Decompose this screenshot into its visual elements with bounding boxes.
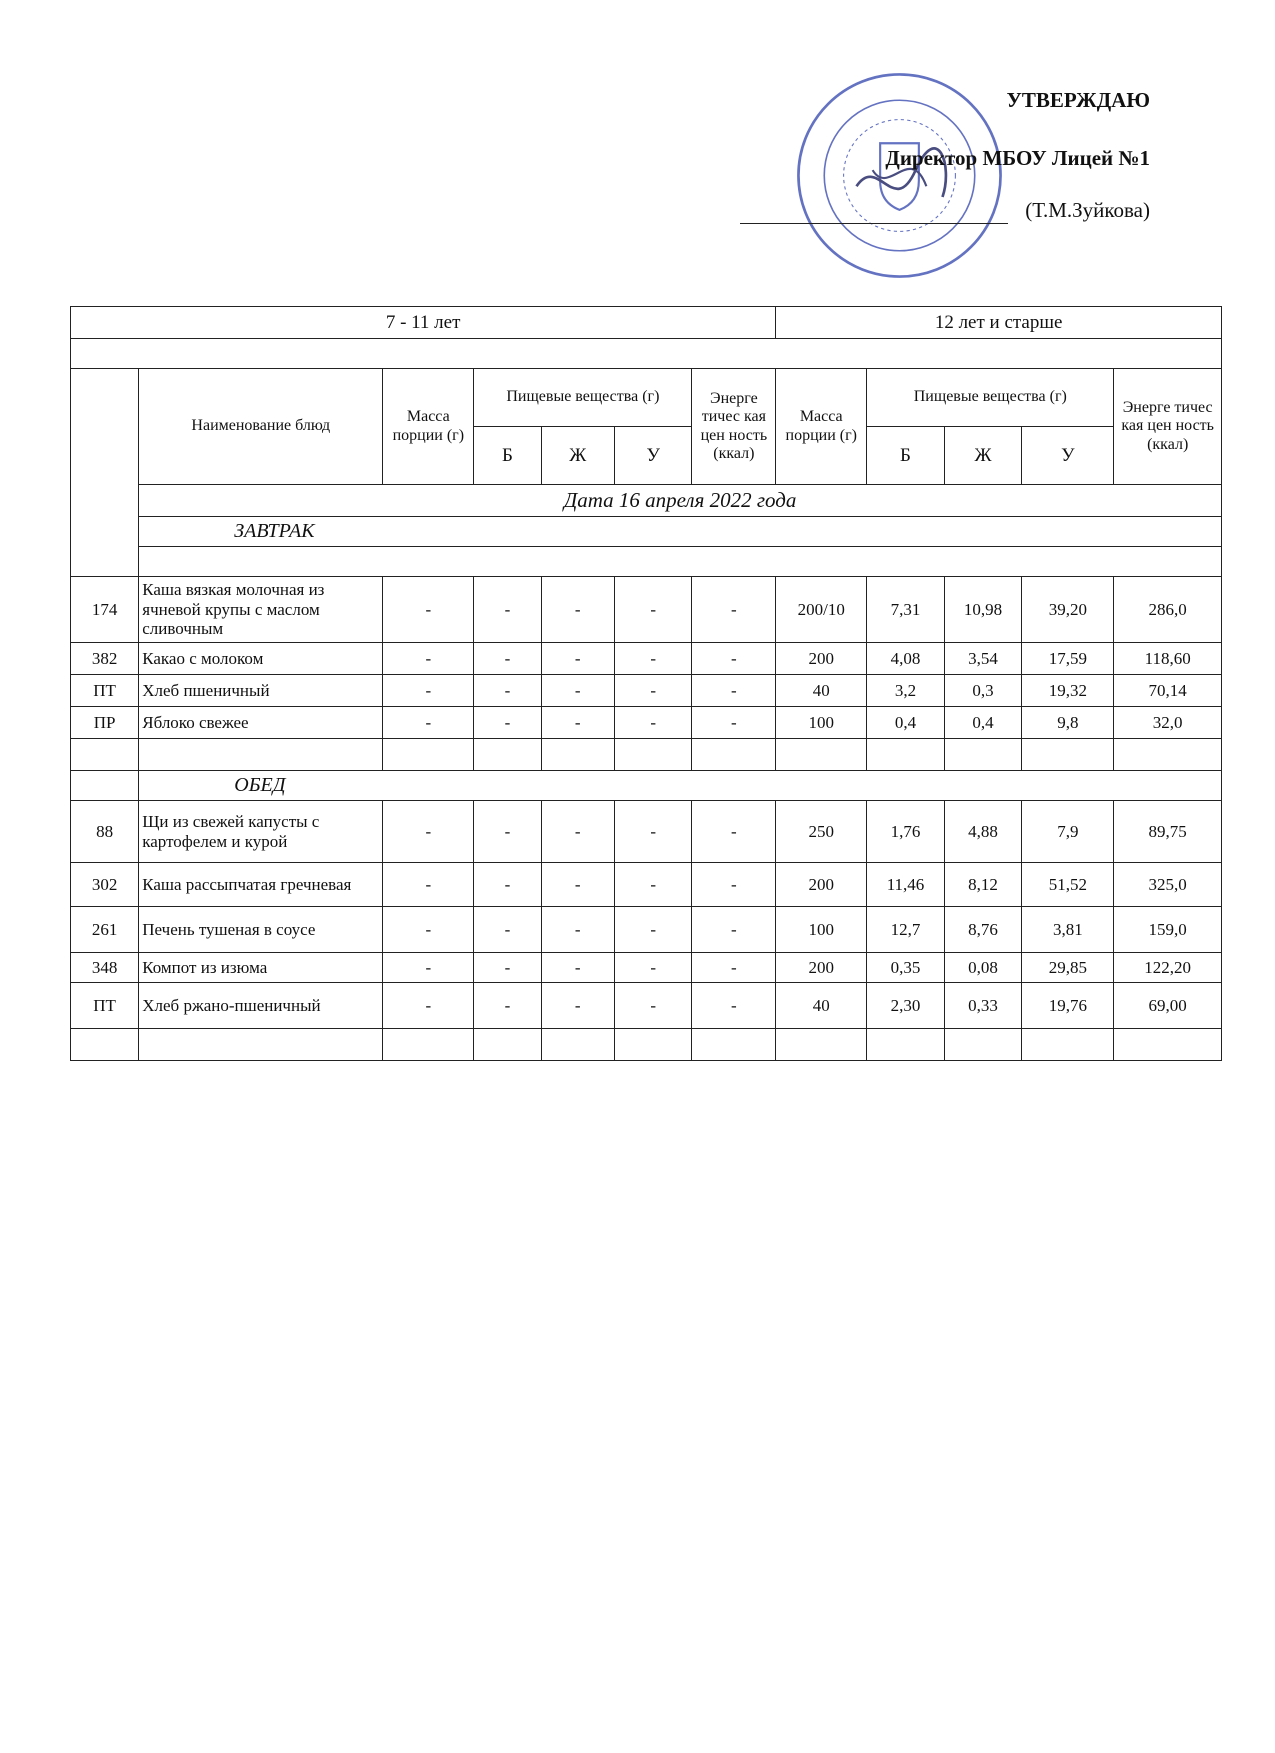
cell-u1: -: [614, 863, 692, 907]
table-row: [71, 863, 1222, 907]
cell-b1: -: [474, 801, 541, 863]
cell-e2: 118,60: [1114, 643, 1222, 675]
cell-u1: -: [614, 707, 692, 739]
cell-b1: -: [474, 983, 541, 1029]
cell-u2: 19,76: [1022, 983, 1114, 1029]
cell-m2: 40: [776, 983, 867, 1029]
cell-e2: 325,0: [1114, 863, 1222, 907]
cell-b2: 2,30: [867, 983, 945, 1029]
cell-e2: 69,00: [1114, 983, 1222, 1029]
cell-e2: 70,14: [1114, 675, 1222, 707]
cell-zh2: 4,88: [944, 801, 1022, 863]
cell-zh2: 8,76: [944, 907, 1022, 953]
cell-zh2: 8,12: [944, 863, 1022, 907]
cell-m1: -: [383, 577, 474, 643]
cell-m2: 100: [776, 707, 867, 739]
cell-zh2: 0,3: [944, 675, 1022, 707]
cell-u2: 17,59: [1022, 643, 1114, 675]
column-header-b-2: Б: [867, 427, 945, 485]
cell-m1: -: [383, 863, 474, 907]
cell-m1: -: [383, 675, 474, 707]
column-header-mass-1: Масса порции (г): [383, 369, 474, 485]
cell-name: Печень тушеная в соусе: [139, 907, 383, 953]
cell-b1: -: [474, 863, 541, 907]
cell-code: ПТ: [71, 983, 139, 1029]
empty-cell: [71, 1029, 139, 1061]
cell-m2: 250: [776, 801, 867, 863]
cell-u2: 19,32: [1022, 675, 1114, 707]
column-header-nutrients-1: Пищевые вещества (г): [474, 369, 692, 427]
age-group-header-2: 12 лет и старше: [776, 307, 1222, 339]
cell-code: 88: [71, 801, 139, 863]
cell-e1: -: [692, 675, 776, 707]
column-header-b-1: Б: [474, 427, 541, 485]
age-group-header-1: 7 - 11 лет: [71, 307, 776, 339]
cell-u1: -: [614, 643, 692, 675]
table-row: [71, 983, 1222, 1029]
cell-zh1: -: [541, 983, 614, 1029]
cell-zh2: 0,4: [944, 707, 1022, 739]
cell-zh2: 3,54: [944, 643, 1022, 675]
cell-zh1: -: [541, 675, 614, 707]
cell-m2: 200: [776, 863, 867, 907]
cell-name: Каша рассыпчатая гречневая: [139, 863, 383, 907]
cell-code: 174: [71, 577, 139, 643]
cell-u2: 9,8: [1022, 707, 1114, 739]
column-header-name: Наименование блюд: [139, 369, 383, 485]
cell-zh2: 0,33: [944, 983, 1022, 1029]
cell-b2: 0,4: [867, 707, 945, 739]
cell-zh1: -: [541, 643, 614, 675]
column-header-u-2: У: [1022, 427, 1114, 485]
cell-u1: -: [614, 907, 692, 953]
empty-cell: [71, 771, 139, 801]
cell-m1: -: [383, 643, 474, 675]
cell-zh2: 10,98: [944, 577, 1022, 643]
cell-code: 348: [71, 953, 139, 983]
lunch-rows: [71, 801, 1222, 1029]
cell-e2: 286,0: [1114, 577, 1222, 643]
cell-m2: 40: [776, 675, 867, 707]
cell-u2: 39,20: [1022, 577, 1114, 643]
cell-b2: 12,7: [867, 907, 945, 953]
cell-m1: -: [383, 953, 474, 983]
cell-b1: -: [474, 953, 541, 983]
cell-name: Хлеб ржано-пшеничный: [139, 983, 383, 1029]
cell-name: Яблоко свежее: [139, 707, 383, 739]
cell-code: 382: [71, 643, 139, 675]
spacer-row: [71, 339, 1222, 369]
cell-b2: 0,35: [867, 953, 945, 983]
spacer-row: [139, 547, 1222, 577]
table-row: [71, 801, 1222, 863]
cell-u1: -: [614, 953, 692, 983]
column-header-u-1: У: [614, 427, 692, 485]
cell-u1: -: [614, 675, 692, 707]
table-row: [71, 577, 1222, 643]
cell-b1: -: [474, 907, 541, 953]
cell-zh1: -: [541, 907, 614, 953]
cell-u2: 51,52: [1022, 863, 1114, 907]
table-row: [71, 953, 1222, 983]
cell-b1: -: [474, 577, 541, 643]
cell-zh1: -: [541, 801, 614, 863]
cell-code: 302: [71, 863, 139, 907]
cell-b2: 1,76: [867, 801, 945, 863]
cell-u2: 7,9: [1022, 801, 1114, 863]
cell-e1: -: [692, 643, 776, 675]
table-row: [71, 707, 1222, 739]
cell-e1: -: [692, 983, 776, 1029]
cell-code: ПР: [71, 707, 139, 739]
column-header-energy-2: Энерге тичес кая цен ность (ккал): [1114, 369, 1222, 485]
column-header-zh-2: Ж: [944, 427, 1022, 485]
cell-m2: 100: [776, 907, 867, 953]
cell-zh2: 0,08: [944, 953, 1022, 983]
cell-u2: 29,85: [1022, 953, 1114, 983]
cell-e2: 89,75: [1114, 801, 1222, 863]
cell-zh1: -: [541, 577, 614, 643]
cell-e1: -: [692, 907, 776, 953]
cell-code: ПТ: [71, 675, 139, 707]
menu-table: [70, 306, 1222, 1061]
cell-u1: -: [614, 577, 692, 643]
cell-name: Щи из свежей капусты с картофелем и курой: [139, 801, 383, 863]
cell-name: Каша вязкая молочная из ячневой крупы с маслом сливочным: [139, 577, 383, 643]
table-row: [71, 907, 1222, 953]
cell-m2: 200: [776, 953, 867, 983]
cell-m1: -: [383, 801, 474, 863]
cell-u2: 3,81: [1022, 907, 1114, 953]
signature-line: [740, 223, 1008, 224]
column-header-nutrients-2: Пищевые вещества (г): [867, 369, 1114, 427]
column-header-zh-1: Ж: [541, 427, 614, 485]
cell-e2: 32,0: [1114, 707, 1222, 739]
approval-position: Директор МБОУ Лицей №1: [885, 146, 1150, 170]
cell-e2: 122,20: [1114, 953, 1222, 983]
cell-zh1: -: [541, 953, 614, 983]
approval-title: УТВЕРЖДАЮ: [1006, 88, 1150, 112]
cell-b2: 3,2: [867, 675, 945, 707]
cell-e1: -: [692, 801, 776, 863]
cell-name: Какао с молоком: [139, 643, 383, 675]
cell-e2: 159,0: [1114, 907, 1222, 953]
approval-name: (Т.М.Зуйкова): [1025, 198, 1150, 222]
table-row: [71, 675, 1222, 707]
cell-u1: -: [614, 983, 692, 1029]
column-header-mass-2: Масса порции (г): [776, 369, 867, 485]
column-header-energy-1: Энерге тичес кая цен ность (ккал): [692, 369, 776, 485]
cell-m1: -: [383, 907, 474, 953]
cell-u1: -: [614, 801, 692, 863]
breakfast-rows: [71, 577, 1222, 739]
table-row: [71, 643, 1222, 675]
cell-m2: 200/10: [776, 577, 867, 643]
cell-b2: 4,08: [867, 643, 945, 675]
cell-b1: -: [474, 643, 541, 675]
empty-cell: [71, 739, 139, 771]
section-title-lunch: ОБЕД: [139, 771, 1222, 801]
approval-block: [740, 78, 1160, 258]
cell-m1: -: [383, 707, 474, 739]
cell-e1: -: [692, 707, 776, 739]
cell-m1: -: [383, 983, 474, 1029]
cell-e1: -: [692, 577, 776, 643]
cell-zh1: -: [541, 707, 614, 739]
round-stamp-icon: [792, 68, 1007, 283]
menu-date: Дата 16 апреля 2022 года: [139, 485, 1222, 517]
cell-m2: 200: [776, 643, 867, 675]
cell-name: Компот из изюма: [139, 953, 383, 983]
code-column-header: [71, 369, 139, 577]
section-title-breakfast: ЗАВТРАК: [139, 517, 1222, 547]
cell-b1: -: [474, 675, 541, 707]
cell-b2: 11,46: [867, 863, 945, 907]
cell-zh1: -: [541, 863, 614, 907]
cell-b1: -: [474, 707, 541, 739]
cell-name: Хлеб пшеничный: [139, 675, 383, 707]
cell-e1: -: [692, 953, 776, 983]
cell-b2: 7,31: [867, 577, 945, 643]
cell-e1: -: [692, 863, 776, 907]
cell-code: 261: [71, 907, 139, 953]
